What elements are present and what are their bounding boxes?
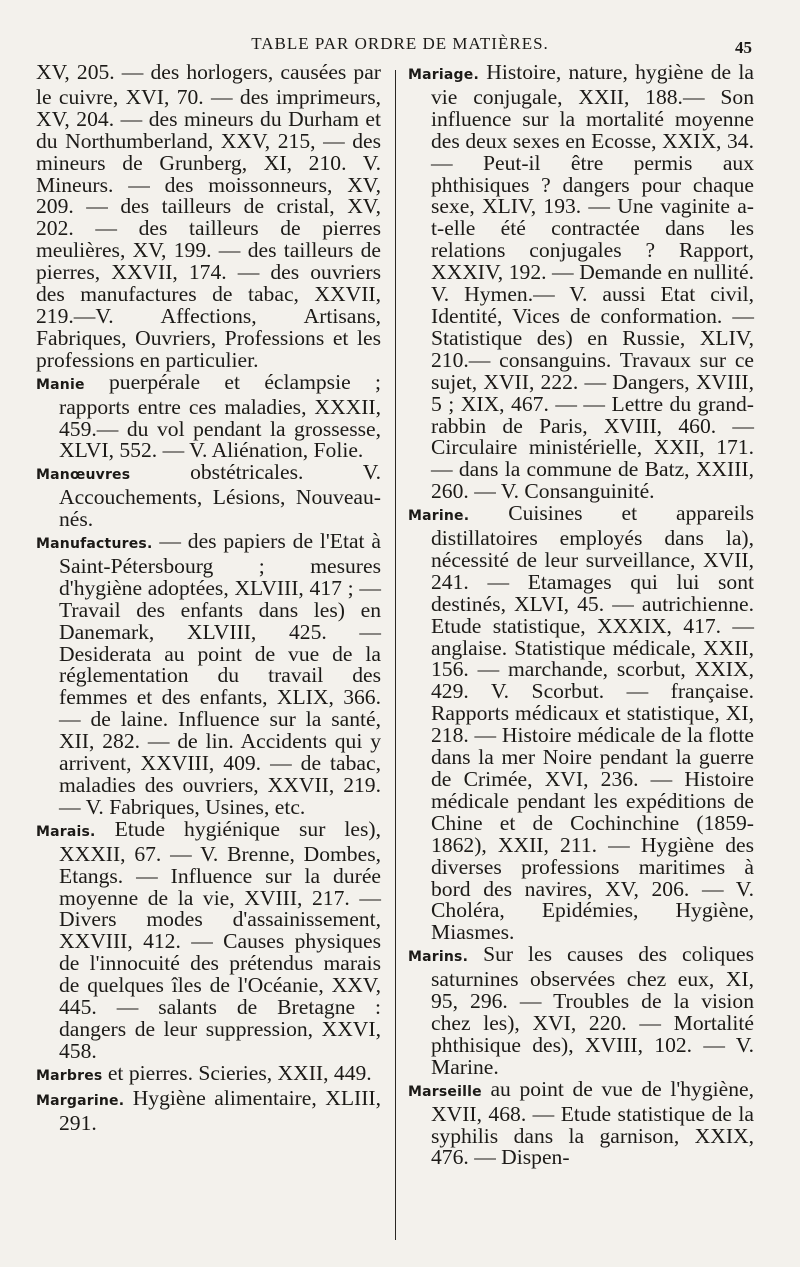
- entry-head: Marins.: [408, 949, 469, 966]
- entry-head: Marine.: [408, 508, 470, 525]
- index-entry: [36, 1060, 381, 1088]
- index-entry: [408, 62, 754, 503]
- entry-head: Manœuvres: [36, 467, 131, 484]
- index-entry: [36, 369, 381, 463]
- entry-head: Manufactures.: [36, 536, 153, 553]
- column-divider: [395, 70, 396, 1240]
- entry-text: Etude hygiénique sur les), XXXII, 67. — V. Brenne, Dombes, Etangs. — Influence sur la durée moyenne de la vie, XVIII, 217. — Divers modes d'assainissement, XXVIII, 412. — Causes physiques de l'innocuité des prétendus marais de quelques îles de l'Océanie, XXV, 445. — salants de Bretagne : dangers de leur suppression, XXVI, 458.: [59, 816, 381, 1063]
- entry-text: et pierres. Scieries, XXII, 449.: [107, 1060, 372, 1085]
- left-column: [36, 62, 381, 1135]
- index-entry: [36, 816, 381, 1063]
- entry-head: Marseille: [408, 1083, 482, 1100]
- index-entry: [408, 1076, 754, 1170]
- entry-text: Hygiène alimentaire, XLIII, 291.: [59, 1085, 381, 1135]
- entry-head: Marbres: [36, 1067, 103, 1084]
- entry-text: puerpérale et éclampsie ; rapports entre ces maladies, XXXII, 459.— du vol pendant la grossesse, XLVI, 552. — V. Aliénation, Folie.: [59, 369, 381, 463]
- index-entry: [36, 62, 381, 372]
- entry-text: au point de vue de l'hygiène, XVII, 468. — Etude statistique de la syphilis dans la garnison, XXIX, 476. — Dispen-: [431, 1076, 754, 1170]
- index-entry: [408, 944, 754, 1078]
- entry-text: Cuisines et appareils distillatoires employés dans la), nécessité de leur surveillance, XVII, 241. — Etamages qui lui sont destinés, XLVI, 45. — autrichienne. Etude statistique, XXXIX, 417. — anglaise. Statistique médicale, XXII, 156. — marchande, scorbut, XXIX, 429. V. Scorbut. — française. Rapports médicaux et statistique, XI, 218. — Histoire médicale de la flotte dans la mer Noire pendant la guerre de Crimée, XVI, 236. — Histoire médicale pendant les expéditions de Chine et de Cochinchine (1859-1862), XXII, 211. — Hygiène des diverses professions maritimes à bord des navires, XV, 206. — V. Choléra, Epidémies, Hygiène, Miasmes.: [431, 501, 754, 945]
- page-number: 45: [735, 38, 752, 57]
- page-header: [0, 34, 800, 62]
- index-entry: [408, 503, 754, 944]
- index-entry: [36, 531, 381, 819]
- entry-text: Histoire, nature, hygiène de la vie conjugale, XXII, 188.— Son influence sur la mortalité moyenne des deux sexes en Ecosse, XXIX, 34. — Peut-il être permis aux phthisiques ? dangers pour chaque sexe, XLIV, 193. — Une vaginite a-t-elle été contractée dans les relations conjugales ? Rapport, XXXIV, 192. — Demande en nullité. V. Hymen.— V. aussi Etat civil, Identité, Vices de conformation. — Statistique des) en Russie, XLIV, 210.— consanguins. Travaux sur ce sujet, XVII, 222. — Dangers, XVIII, 5 ; XIX, 467. — — Lettre du grand-rabbin de Paris, XVIII, 460. — Circulaire ministérielle, XXII, 171. — dans la commune de Batz, XXIII, 260. — V. Consanguinité.: [431, 60, 754, 504]
- index-entry: [36, 462, 381, 531]
- right-column: [408, 62, 754, 1169]
- running-title: TABLE PAR ORDRE DE MATIÈRES.: [251, 34, 549, 53]
- entry-head: Marais.: [36, 823, 96, 840]
- entry-head: Margarine.: [36, 1092, 125, 1109]
- entry-head: Manie: [36, 376, 85, 393]
- index-entry: [36, 1085, 381, 1135]
- entry-text: Sur les causes des coliques saturnines observées chez eux, XI, 95, 296. — Troubles de la vision chez les), XVI, 220. — Mortalité phthisique des), XVIII, 102. — V. Marine.: [431, 942, 754, 1079]
- entry-text: obstétricales. V. Accouchements, Lésions, Nouveau-nés.: [59, 460, 381, 532]
- entry-text: — des papiers de l'Etat à Saint-Pétersbourg ; mesures d'hygiène adoptées, XLVIII, 417 ; — Travail des enfants dans les) en Danemark, XLVIII, 425. — Desiderata au point de vue de la réglementation du travail des femmes et des enfants, XLIX, 366. — de laine. Influence sur la santé, XII, 282. — de lin. Accidents qui y arrivent, XXVIII, 409. — de tabac, maladies des ouvriers, XXVII, 219. — V. Fabriques, Usines, etc.: [59, 529, 381, 819]
- entry-head: Mariage.: [408, 67, 479, 83]
- entry-text: XV, 205. — des horlogers, causées par le cuivre, XVI, 70. — des imprimeurs, XV, 204. — des mineurs du Durham et du Northumberland, XXV, 215, — des mineurs de Grunberg, XI, 210. V. Mineurs. — des moissonneurs, XV, 209. — des tailleurs de cristal, XV, 202. — des tailleurs de pierres meulières, XV, 199. — des tailleurs de pierres, XXVII, 174. — des ouvriers des manufactures de tabac, XXVII, 219.—V. Affections, Artisans, Fabriques, Ouvriers, Professions et les professions en particulier.: [36, 60, 381, 372]
